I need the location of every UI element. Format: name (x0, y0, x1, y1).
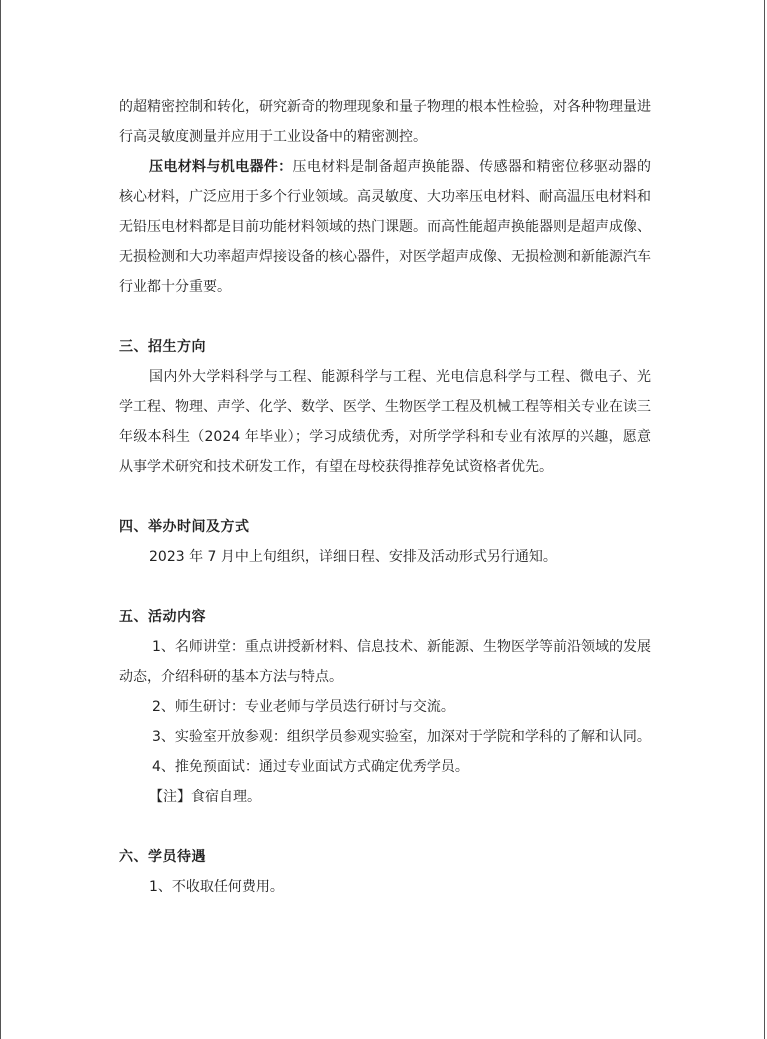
section-heading-benefits: 六、学员待遇 (119, 849, 206, 865)
activity-item: 4、推免预面试：通过专业面试方式确定优秀学员。 (152, 759, 469, 775)
piezoelectric-label: 压电材料与机电器件： (149, 159, 293, 175)
document-body (119, 92, 651, 902)
section-spacer (119, 302, 651, 332)
activity-item: 3、实验室开放参观：组织学员参观实验室，加深对于学院和学科的了解和认同。 (152, 729, 651, 745)
paragraph-piezoelectric (119, 152, 651, 302)
piezoelectric-text: 压电材料是制备超声换能器、传感器和精密位移驱动器的核心材料，广泛应用于多个行业领域。高灵敏度、大功率压电材料、耐高温压电材料和无铅压电材料都是目前功能材料领域的热门课题。而高性能超声换能器则是超声成像、无损检测和大功率超声焊接设备的核心器件，对医学超声成像、无损检测和新能源汽车行业都十分重要。 (119, 159, 652, 295)
section-spacer (119, 812, 651, 842)
section-heading-activities: 五、活动内容 (119, 609, 206, 625)
paragraph-precision-control: 的超精密控制和转化，研究新奇的物理现象和量子物理的根本性检验，对各种物理量进行高灵敏度测量并应用于工业设备中的精密测控。 (119, 99, 651, 145)
benefit-item: 1、不收取任何费用。 (149, 879, 284, 895)
paragraph-enrollment: 国内外大学料科学与工程、能源科学与工程、光电信息科学与工程、微电子、光学工程、物理、声学、化学、数学、医学、生物医学工程及机械工程等相关专业在读三年级本科生（2024 年毕业）；学习成绩优秀，对所学学科和专业有浓厚的兴趣，愿意从事学术研究和技术研发工作，有望在母校获得推荐免试资格者优先。 (119, 369, 651, 475)
section-heading-schedule: 四、举办时间及方式 (119, 519, 250, 535)
section-heading-enrollment: 三、招生方向 (119, 339, 206, 355)
section-spacer (119, 572, 651, 602)
activity-item: 1、名师讲堂：重点讲授新材料、信息技术、新能源、生物医学等前沿领域的发展动态，介绍科研的基本方法与特点。 (119, 639, 651, 685)
activity-item: 2、师生研讨：专业老师与学员迭行研讨与交流。 (152, 699, 455, 715)
section-spacer (119, 482, 651, 512)
paragraph-schedule: 2023 年 7 月中上旬组织，详细日程、安排及活动形式另行通知。 (149, 549, 557, 565)
note-accommodation: 【注】食宿自理。 (149, 789, 261, 805)
